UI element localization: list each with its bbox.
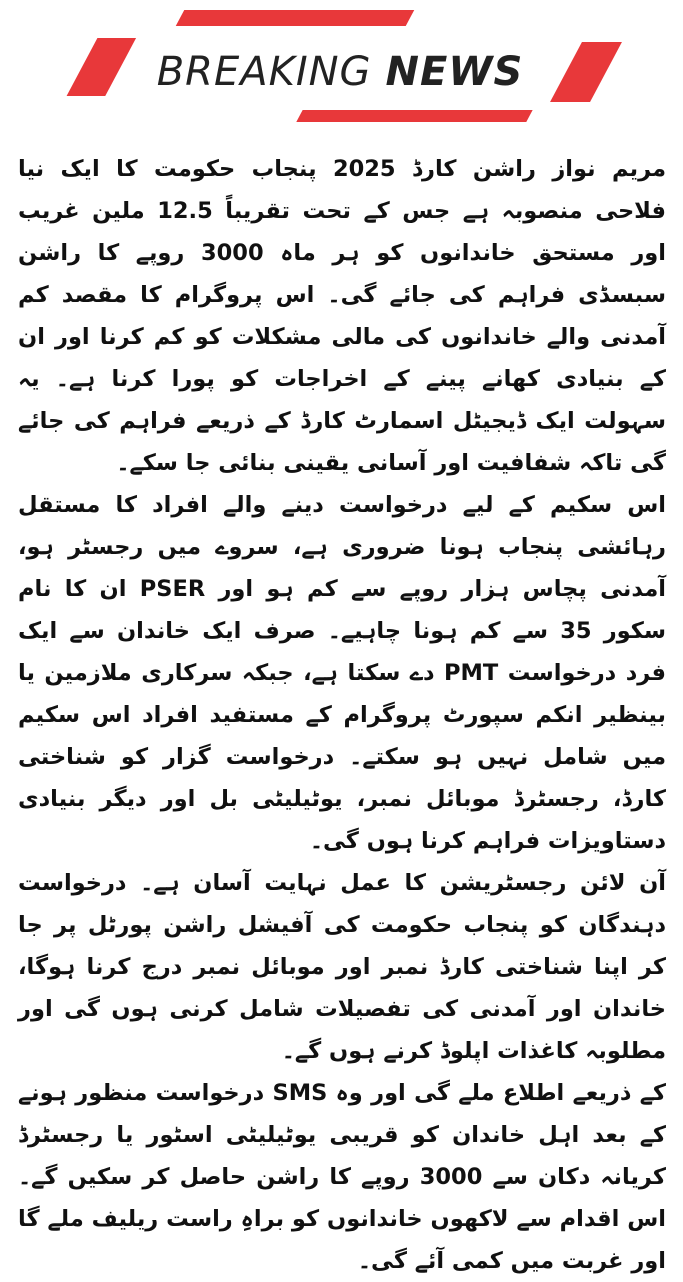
paragraph-eligibility: اس سکیم کے لیے درخواست دینے والے افراد کا مستقل رہائشی پنجاب ہونا ضروری ہے، سروے میں رجسٹر ہو، آمدنی پچاس ہزار روپے سے کم ہو اور PSER ان کا نام سکور 35 سے کم ہونا چاہیے۔ صرف ایک خاندان سے ایک فرد درخواست PMT دے سکتا ہے، جبکہ سرکاری ملازمین یا بینظیر انکم سپورٹ پروگرام کے مستفید افراد اس سکیم میں شامل نہیں ہو سکتے۔ درخواست گزار کو شناختی کارڈ، رجسٹرڈ موبائل نمبر، یوٹیلیٹی بل اور دیگر بنیادی دستاویزات فراہم کرنا ہوں گی۔ [18, 492, 667, 854]
banner-red-stripe-top [176, 10, 415, 26]
article-body [18, 148, 667, 1274]
banner-word-breaking: BREAKING [156, 49, 372, 95]
paragraph-intro: مریم نواز راشن کارڈ 2025 پنجاب حکومت کا ایک نیا فلاحی منصوبہ ہے جس کے تحت تقریباً 12.5 ملین غریب اور مستحق خاندانوں کو ہر ماہ 3000 روپے کا راشن سبسڈی فراہم کی جائے گی۔ اس پروگرام کا مقصد کم آمدنی والے خاندانوں کی مالی مشکلات کو کم کرنا اور ان کے بنیادی کھانے پینے کے اخراجات کو پورا کرنا ہے۔ یہ سہولت ایک ڈیجیٹل اسمارٹ کارڈ کے ذریعے فراہم کی جائے گی تاکہ شفافیت اور آسانی یقینی بنائی جا سکے۔ [18, 156, 666, 476]
banner-red-stripe-bottom [296, 108, 533, 122]
banner-word-news: NEWS [385, 49, 524, 95]
breaking-news-banner [0, 0, 683, 135]
banner-title [120, 40, 560, 104]
paragraph-benefits: کے ذریعے اطلاع ملے گی اور وہ SMS درخواست منظور ہونے کے بعد اہل خاندان کو قریبی یوٹیلیٹی اسٹور یا رجسٹرڈ کریانہ دکان سے 3000 روپے کا راشن حاصل کر سکیں گے۔ اس اقدام سے لاکھوں خاندانوں کو براہِ راست ریلیف ملے گا اور غربت میں کمی آئے گی۔ [18, 1080, 667, 1274]
paragraph-registration: آن لائن رجسٹریشن کا عمل نہایت آسان ہے۔ درخواست دہندگان کو پنجاب حکومت کی آفیشل راشن پورٹل پر جا کر اپنا شناختی کارڈ نمبر اور موبائل نمبر درج کرنا ہوگا، خاندان اور آمدنی کی تفصیلات شامل کرنی ہوں گی اور مطلوبہ کاغذات اپلوڈ کرنے ہوں گے۔ [18, 870, 666, 1064]
